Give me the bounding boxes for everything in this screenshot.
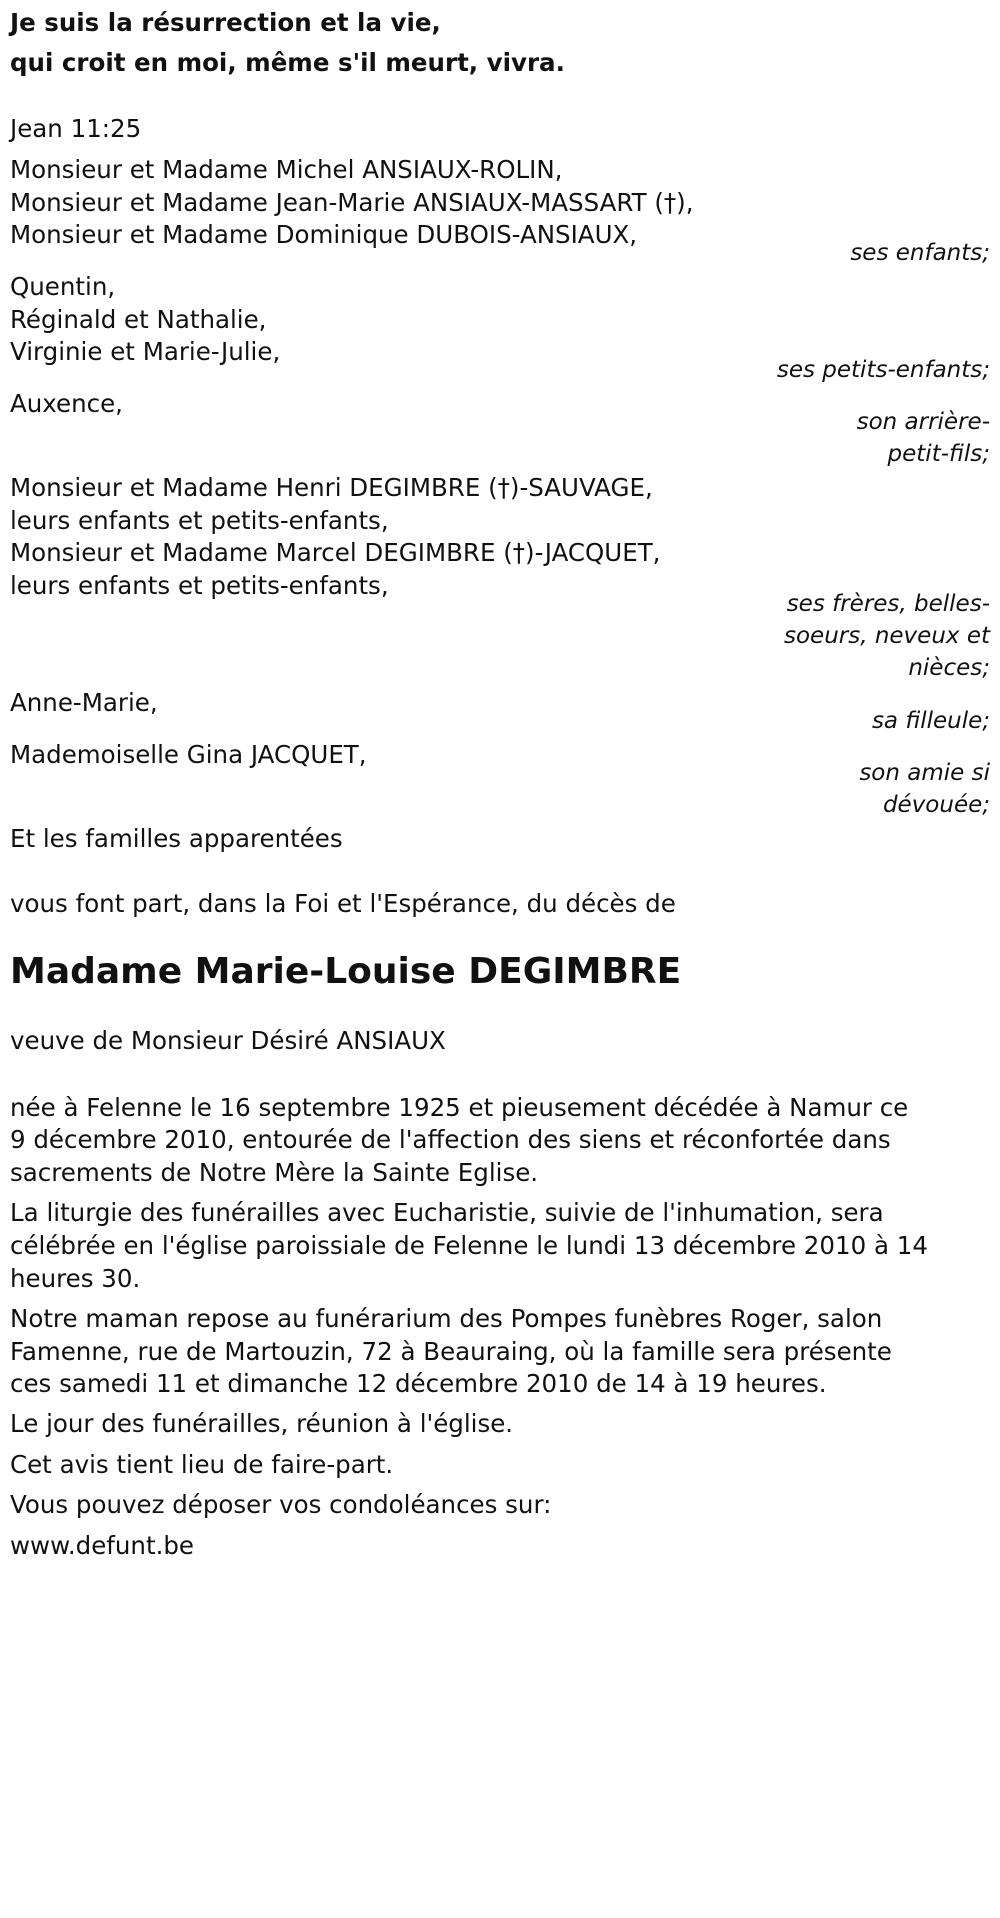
grandchildren-line-1: Quentin, (10, 272, 116, 301)
relation-children: ses enfants; (850, 240, 990, 266)
grandchildren-line-3: Virginie et Marie-Julie, (10, 337, 281, 366)
families-line: Et les familles apparentées (10, 824, 343, 853)
announcement-line: vous font part, dans la Foi et l'Espérance, du décès de (10, 889, 676, 918)
relation-siblings-2: soeurs, neveux et (783, 623, 990, 649)
birth-line-3: sacrements de Notre Mère la Sainte Eglise. (10, 1158, 539, 1187)
deceased-name: Madame Marie-Louise DEGIMBRE (10, 951, 682, 992)
notice-line: Cet avis tient lieu de faire-part. (10, 1450, 394, 1479)
condolences-line: Vous pouvez déposer vos condoléances sur: (10, 1490, 552, 1519)
children-line-3: Monsieur et Madame Dominique DUBOIS-ANSIAUX, (10, 220, 638, 249)
relation-siblings-1: ses frères, belles- (786, 591, 990, 617)
liturgy-line-1: La liturgie des funérailles avec Eucharistie, suivie de l'inhumation, sera (10, 1198, 884, 1227)
rest-line-2: Famenne, rue de Martouzin, 72 à Beauraing, où la famille sera présente (10, 1337, 892, 1366)
relation-grandchildren: ses petits-enfants; (776, 357, 990, 383)
website-link[interactable]: www.defunt.be (10, 1531, 194, 1560)
friend-line: Mademoiselle Gina JACQUET, (10, 740, 367, 769)
verse-reference: Jean 11:25 (10, 114, 142, 143)
birth-line-2: 9 décembre 2010, entourée de l'affection des siens et réconfortée dans (10, 1125, 891, 1154)
liturgy-line-2: célébrée en l'église paroissiale de Felenne le lundi 13 décembre 2010 à 14 (10, 1231, 928, 1260)
verse-line-1: Je suis la résurrection et la vie, (10, 8, 441, 37)
siblings-line-1: Monsieur et Madame Henri DEGIMBRE (†)-SAUVAGE, (10, 473, 653, 502)
goddaughter-line: Anne-Marie, (10, 688, 158, 717)
siblings-line-2: leurs enfants et petits-enfants, (10, 506, 389, 535)
rest-line-3: ces samedi 11 et dimanche 12 décembre 2010 de 14 à 19 heures. (10, 1369, 827, 1398)
relation-friend-1: son amie si (859, 760, 990, 786)
liturgy-line-3: heures 30. (10, 1264, 141, 1293)
verse-line-2: qui croit en moi, même s'il meurt, vivra. (10, 48, 565, 77)
children-line-2: Monsieur et Madame Jean-Marie ANSIAUX-MASSART (†), (10, 188, 694, 217)
relation-friend-2: dévouée; (882, 792, 990, 818)
rest-line-1: Notre maman repose au funérarium des Pompes funèbres Roger, salon (10, 1304, 883, 1333)
siblings-line-4: leurs enfants et petits-enfants, (10, 571, 389, 600)
relation-siblings-3: nièces; (908, 655, 990, 681)
siblings-line-3: Monsieur et Madame Marcel DEGIMBRE (†)-JACQUET, (10, 538, 661, 567)
children-line-1: Monsieur et Madame Michel ANSIAUX-ROLIN, (10, 155, 563, 184)
meeting-line: Le jour des funérailles, réunion à l'église. (10, 1409, 514, 1438)
widow-of-line: veuve de Monsieur Désiré ANSIAUX (10, 1026, 446, 1055)
relation-goddaughter: sa filleule; (871, 708, 990, 734)
relation-great-grandchild-2: petit-fils; (887, 441, 990, 467)
grandchildren-line-2: Réginald et Nathalie, (10, 305, 267, 334)
birth-line-1: née à Felenne le 16 septembre 1925 et pieusement décédée à Namur ce (10, 1093, 909, 1122)
great-grandchild-line: Auxence, (10, 389, 123, 418)
relation-great-grandchild-1: son arrière- (856, 409, 990, 435)
